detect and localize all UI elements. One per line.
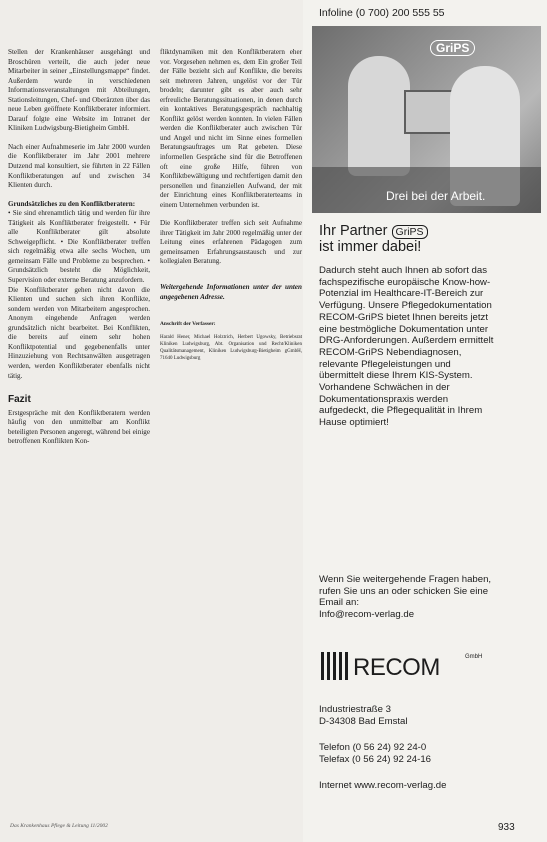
ad-body-paragraph: Vorhandene Schwächen in der Dokumentationspraxis werden aufgedeckt, die Pflegequalität in Ihrem Hause optimiert! xyxy=(319,382,483,429)
ad-body-paragraph: Dadurch steht auch Ihnen ab sofort das fachspezifische europäische Know-how-Potenzial im Healthcare-IT-Bereich zur Verfügung. Unsere Pflegedokumentation RECOM-GriPS bietet Ihnen bereits jetzt eine bestmögliche Dokumentation unter DRG-Anforderungen. Außerdem ermittelt RECOM-GriPS Nebendiagnosen, relevante Pflegeleistungen und übermittelt diese Ihrem KIS-System. xyxy=(319,265,494,382)
recom-bars-icon xyxy=(319,650,357,682)
article-column-left xyxy=(8,48,150,447)
ad-hotline: Infoline (0 700) 200 555 55 xyxy=(319,7,445,19)
phone: Telefon (0 56 24) 92 24-0 xyxy=(319,742,427,753)
fax: Telefax (0 56 24) 92 24-16 xyxy=(319,753,431,765)
ad-headline xyxy=(319,224,428,255)
headline-dabei: ist immer dabei! xyxy=(319,239,422,255)
article-paragraph: Die Konfliktberater gehen nicht davon die Klienten und suchen sich ihren Konflikte, sondern werden von Mitarbeitern angesprochen. Anonym eingehende Anfragen werden grundsätzlich nicht bearbeitet. Bei Konflikten, die bereits auf einem sehr hohen Konfliktpotential und gegebenenfalls unter Hinzuziehung von Rechtsanwälten ausgetragen werden, werden Konfliktberater ebenfalls nicht tätig. xyxy=(8,285,150,380)
recom-advertisement xyxy=(303,0,547,842)
page-number: 933 xyxy=(498,822,515,833)
fazit-heading: Fazit xyxy=(8,394,31,406)
recom-tm: GmbH xyxy=(465,654,483,660)
article-paragraph: Nach einer Aufnahmeserie im Jahr 2000 wurden die Konfliktberater im Jahr 2001 mehrere Dutzend mal konsultiert, sie führten in 22 Fällen Konfliktberatungen auf und zwischen 34 Klienten durch. xyxy=(8,142,150,190)
recom-logo xyxy=(319,648,483,684)
headline-partner: Ihr Partner xyxy=(319,223,388,239)
authors-title: Anschrift der Verfasser: xyxy=(160,321,216,328)
grips-logo: GriPS xyxy=(430,40,475,56)
section-heading: Grundsätzliches zu den Konfliktberatern: xyxy=(8,199,136,208)
ad-phones xyxy=(319,742,431,765)
email-link[interactable]: Info@recom-verlag.de xyxy=(319,609,415,621)
ad-cta-text: Wenn Sie weitergehende Fragen haben, rufen Sie uns an oder schicken Sie eine Email an: xyxy=(319,574,492,609)
article-paragraph: fliktdynamiken mit den Konfliktberatern eher vor. Vorgesehen nehmen es, dem Ein großer Teil der Fälle bezieht sich auf Konflikte, die bereits seit mehreren Jahren, ungelöst vor der Tür brodeln; darunter gibt es aber auch sehr erfreuliche Beratungssituationen, in denen durch ein kontaktives Beratungsgespräch nachhaltig Konflikt gelöst werden konnten. In vielen Fällen werden die Konfliktberater auch zwischen Tür und Angel und nicht im Sinne eines formellen Beratungsauftrages um Rat gebeten. Diese informellen Gespräche sind für die Betroffenen oft eine große Hilfe, führen von Konfliktbewältigung und rechtfertigen damit den personellen und finanziellen Aufwand, der mit der Einrichtung eines Konfliktberaterteams in einem Unternehmen verbunden ist. xyxy=(160,48,302,209)
ad-address xyxy=(319,704,408,727)
article-paragraph: Stellen der Krankenhäuser ausgehängt und Broschüren verteilt, die auch jeder neue Mitarbeiter in seiner „Einstellungsmappe“ findet. Außerdem wurde in verschiedenen Informationsveranstaltungen mit Abteilungen, Stationsleitungen, Chef- und Oberärzten über das neue Leben geöffnete Konfliktberater informiert. Darauf folgte eine Website im Intranet der Kliniken Ludwigsburg-Bietigheim GmbH. xyxy=(8,48,150,133)
recom-brand: RECOM xyxy=(353,654,440,681)
ad-photo xyxy=(312,26,541,213)
web-link[interactable]: Internet www.recom-verlag.de xyxy=(319,780,447,791)
authors-address: Harald Hener, Michael Holztrich, Herbert Ugowsky, Betriebsrat Kliniken Ludwigsburg, Abt. Organisation und Recht/Kliniken Qualitätsmanagement, Kliniken Ludwigsburg-Bietigheim gGmbH, 71640 Ludwigsburg xyxy=(160,334,302,361)
info-note: Weitergehende Informationen unter der unten angegebenen Adresse. xyxy=(160,283,302,301)
photo-caption: Drei bei der Arbeit. xyxy=(386,189,486,203)
article-paragraph: Erstgespräche mit den Konfliktberatern werden häufig von den unmittelbar am Konflikt beteiligten Personen angeregt, während bei einige betroffenen Konflikten Kon- xyxy=(8,408,150,446)
article-column-right xyxy=(160,48,302,362)
ad-body xyxy=(319,265,497,429)
article-paragraph: Die Konfliktberater treffen sich seit Aufnahme ihrer Tätigkeit im Jahr 2000 regelmäßig unter der Leitung eines erfahrenen Pädagogen zum gemeinsamen Erfahrungsaustausch und zur kollegialen Beratung. xyxy=(160,219,302,266)
journal-footer: Das Krankenhaus Pflege & Leitung 11/2002 xyxy=(10,823,108,829)
headline-grips-badge: GriPS xyxy=(392,225,428,239)
bullet-list: • Sie sind ehrenamtlich tätig und werden für ihre Tätigkeit als Konfliktberater freigestellt. • Für alle Konfliktberater gilt absolute Schweigepflicht. • Die Konfliktberater treffen sich regelmäßig etwa alle sechs Wochen, um gemeinsam Fälle und Probleme zu besprechen. • Grundsätzlich besteht die Möglichkeit, Supervision oder externe Beratung anzufordern. xyxy=(8,209,150,285)
city: D-34308 Bad Emstal xyxy=(319,715,408,727)
nurse-figure-left xyxy=(348,56,410,176)
street: Industriestraße 3 xyxy=(319,704,391,715)
ad-contact-call xyxy=(319,574,497,621)
